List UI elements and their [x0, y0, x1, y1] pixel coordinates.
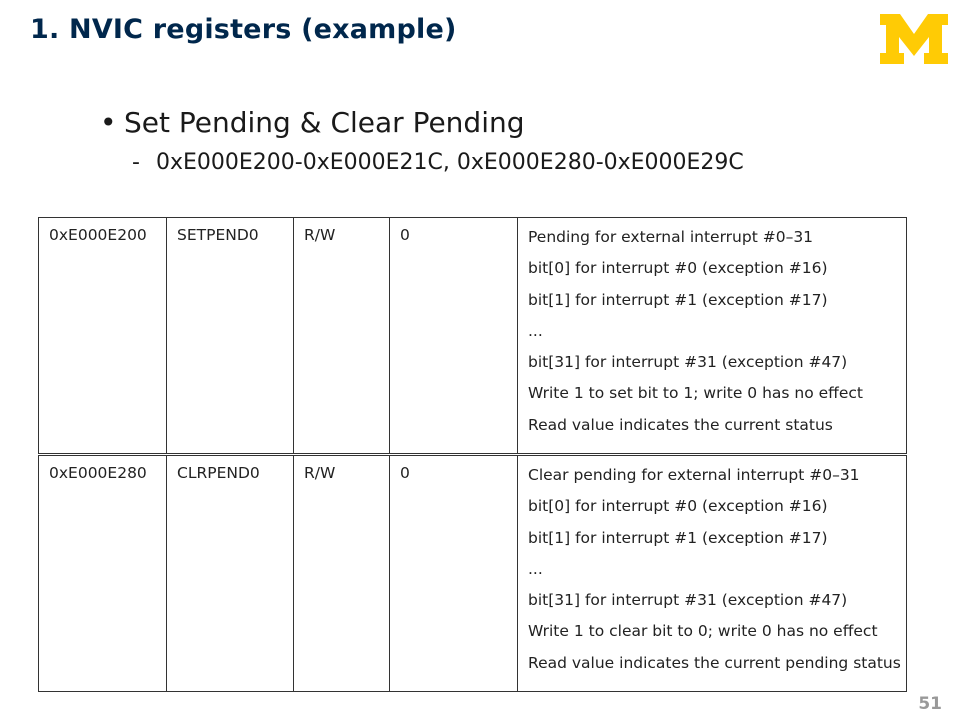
- register-table-clrpend: [38, 455, 907, 692]
- sub-bullet-text: 0xE000E200-0xE000E21C, 0xE000E280-0xE000E29C: [156, 150, 744, 175]
- page-number: 51: [918, 694, 942, 714]
- register-name: CLRPEND0: [167, 456, 294, 684]
- description-line: ...: [528, 559, 543, 578]
- register-type: R/W: [294, 456, 390, 684]
- description-line: Pending for external interrupt #0–31: [528, 228, 814, 246]
- block-m-logo-icon: [878, 12, 950, 66]
- register-description: [518, 456, 907, 684]
- register-name: SETPEND0: [167, 218, 294, 446]
- register-reset-value: 0: [390, 218, 518, 446]
- register-address: 0xE000E200: [39, 218, 167, 446]
- slide-title: 1. NVIC registers (example): [30, 14, 457, 45]
- description-line: bit[0] for interrupt #0 (exception #16): [528, 259, 828, 278]
- register-type: R/W: [294, 218, 390, 446]
- description-line: Read value indicates the current status: [528, 415, 833, 434]
- description-line: Write 1 to clear bit to 0; write 0 has no effect: [528, 622, 878, 641]
- bullet-marker: •: [100, 106, 117, 139]
- register-description: [518, 218, 907, 446]
- description-line: Clear pending for external interrupt #0–31: [528, 466, 860, 484]
- sub-bullet-point: [132, 150, 744, 175]
- description-line: Write 1 to set bit to 1; write 0 has no effect: [528, 384, 863, 403]
- description-line: bit[1] for interrupt #1 (exception #17): [528, 528, 828, 547]
- description-line: bit[1] for interrupt #1 (exception #17): [528, 290, 828, 309]
- register-table-setpend: [38, 217, 907, 454]
- sub-bullet-marker: -: [132, 150, 140, 175]
- description-line: Read value indicates the current pending status: [528, 653, 901, 672]
- description-line: bit[31] for interrupt #31 (exception #47): [528, 591, 848, 610]
- description-line: ...: [528, 321, 543, 340]
- bullet-point: [100, 106, 525, 139]
- register-address: 0xE000E280: [39, 456, 167, 684]
- description-line: bit[0] for interrupt #0 (exception #16): [528, 497, 828, 516]
- register-reset-value: 0: [390, 456, 518, 684]
- bullet-text: Set Pending & Clear Pending: [124, 106, 525, 139]
- description-line: bit[31] for interrupt #31 (exception #47): [528, 353, 848, 372]
